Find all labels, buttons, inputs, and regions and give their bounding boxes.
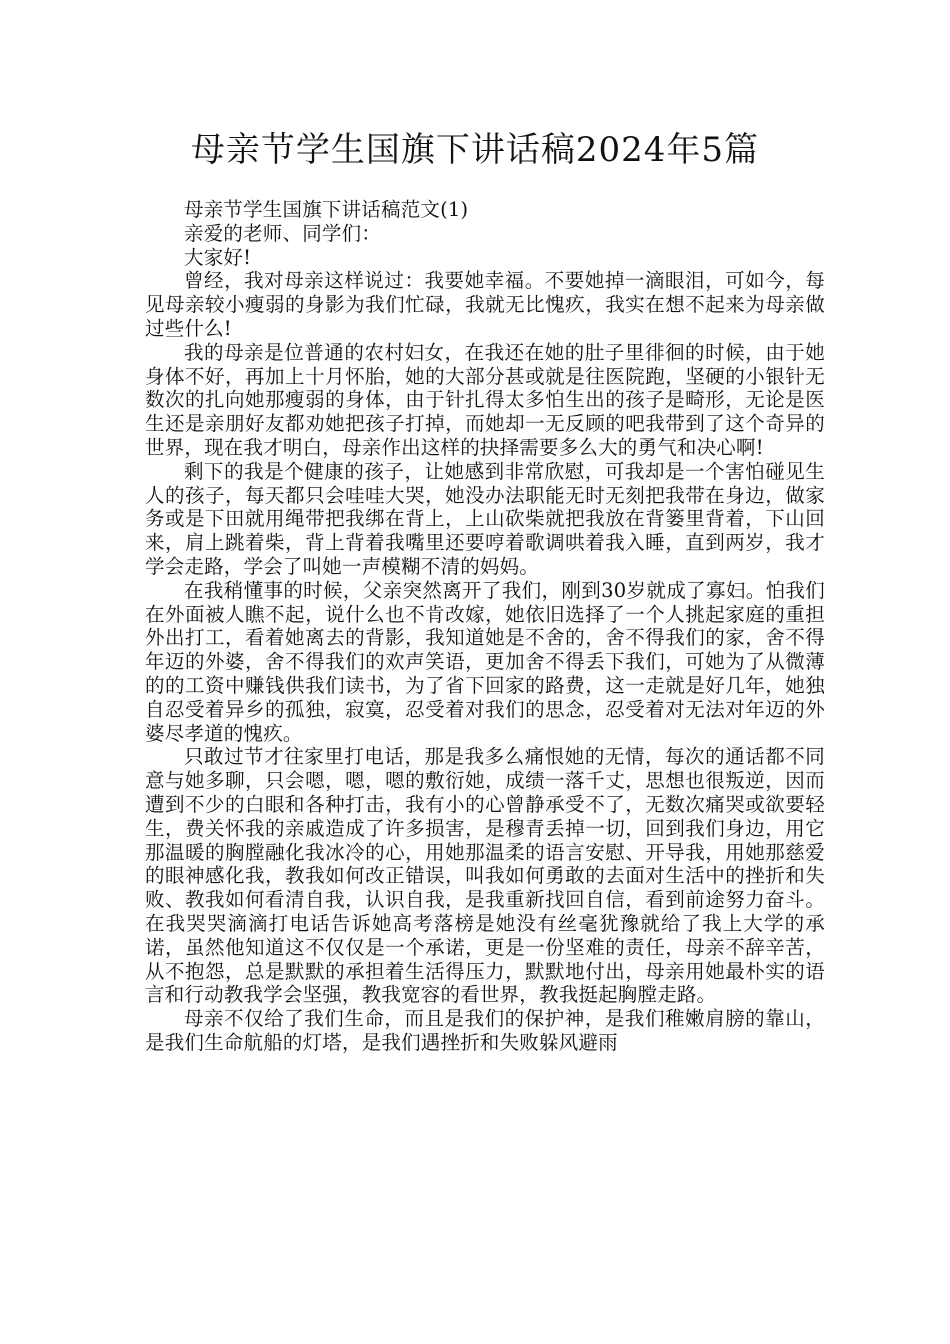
- paragraph: 母亲不仅给了我们生命，而且是我们的保护神，是我们稚嫩肩膀的靠山，是我们生命航船的灯塔，是我们遇挫折和失败躲风避雨: [145, 1007, 825, 1054]
- paragraph: 剩下的我是个健康的孩子，让她感到非常欣慰，可我却是一个害怕碰见生人的孩子，每天都只会哇哇大哭，她没办法职能无时无刻把我带在身边，做家务或是下田就用绳带把我绑在背上，上山砍柴就把我放在背篓里背着，下山回来，肩上跳着柴，背上背着我嘴里还要哼着歌调哄着我入睡，直到两岁，我才学会走路，学会了叫她一声模糊不清的妈妈。: [145, 459, 825, 578]
- document-title: 母亲节学生国旗下讲话稿2024年5篇: [190, 130, 760, 170]
- section-heading: 母亲节学生国旗下讲话稿范文(1): [184, 198, 469, 221]
- paragraph: 我的母亲是位普通的农村妇女，在我还在她的肚子里徘徊的时候，由于她身体不好，再加上十月怀胎，她的大部分甚或就是往医院跑，坚硬的小银针无数次的扎向她那瘦弱的身体，由于针扎得太多怕生出的孩子是畸形，无论是医生还是亲朋好友都劝她把孩子打掉，而她却一无反顾的吧我带到了这个奇异的世界，现在我才明白，母亲作出这样的抉择需要多么大的勇气和决心啊!: [145, 340, 825, 459]
- paragraph: 在我稍懂事的时候，父亲突然离开了我们，刚到30岁就成了寡妇。怕我们在外面被人瞧不起，说什么也不肯改嫁，她依旧选择了一个人挑起家庭的重担外出打工，看着她离去的背影，我知道她是不舍的，舍不得我们的家，舍不得年迈的外婆，舍不得我们的欢声笑语，更加舍不得丢下我们，可她为了从微薄的的工资中赚钱供我们读书，为了省下回家的路费，这一走就是好几年，她独自忍受着异乡的孤独，寂寞，忍受着对我们的思念，忍受着对无法对年迈的外婆尽孝道的愧疚。: [145, 578, 825, 745]
- greeting: 大家好!: [184, 245, 252, 269]
- salutation: 亲爱的老师、同学们：: [184, 221, 382, 245]
- paragraph: 曾经，我对母亲这样说过：我要她幸福。不要她掉一滴眼泪，可如今，每见母亲较小瘦弱的身影为我们忙碌，我就无比愧疚，我实在想不起来为母亲做过些什么!: [145, 269, 825, 340]
- document-body: [145, 198, 825, 1055]
- paragraph: 只敢过节才往家里打电话，那是我多么痛恨她的无情，每次的通话都不同意与她多聊，只会嗯，嗯，嗯的敷衍她，成绩一落千丈，思想也很叛逆，因而遭到不少的白眼和各种打击，我有小的心曾静承受不了，无数次痛哭或欲要轻生，费关怀我的亲戚造成了许多损害，是穆青丢掉一切，回到我们身边，用它那温暖的胸膛融化我冰冷的心，用她那温柔的语言安慰、开导我，用她那慈爱的眼神感化我，教我如何改正错误，叫我如何勇敢的去面对生活中的挫折和失败、教我如何看清自我，认识自我，是我重新找回自信，看到前途努力奋斗。在我哭哭滴滴打电话告诉她高考落榜是她没有丝毫犹豫就给了我上大学的承诺，虽然他知道这不仅仅是一个承诺，更是一份坚难的责任，母亲不辞辛苦，从不抱怨，总是默默的承担着生活得压力，默默地付出，母亲用她最朴实的语言和行动教我学会坚强，教我宽容的看世界，教我挺起胸膛走路。: [145, 745, 825, 1007]
